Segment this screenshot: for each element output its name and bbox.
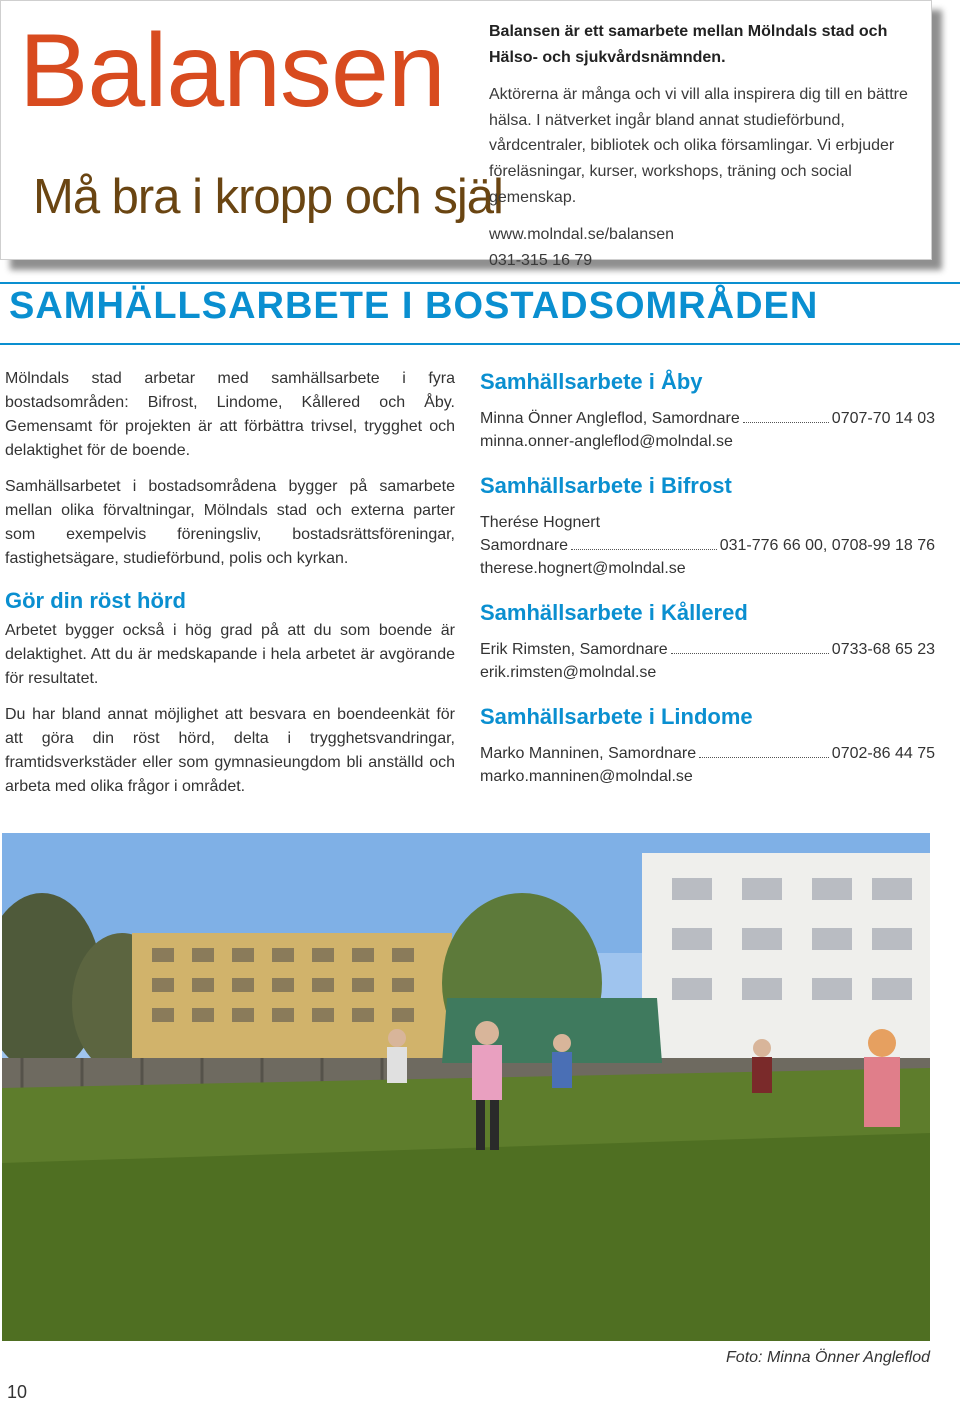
contact-email[interactable]: erik.rimsten@molndal.se: [480, 664, 657, 681]
paragraph-cooperation: Samhällsarbetet i bostadsområdena bygger på samarbete mellan olika förvaltningar, Mölndals stad och externa parter som exempelvis föreningsliv, bostadsrättsföreningar, fastighetsägare, studieförbund, polis och kyrkan.: [5, 478, 455, 567]
contact-name: Marko Manninen, Samordnare: [480, 745, 697, 762]
page-number: 10: [7, 1382, 28, 1402]
contact-row: [480, 407, 935, 430]
leader-dots: [671, 653, 829, 654]
contact-block-kallered: [480, 598, 935, 684]
contact-phone: 0702-86 44 75: [831, 745, 935, 762]
contact-name: Erik Rimsten, Samordnare: [480, 641, 668, 658]
leader-dots: [743, 422, 829, 423]
heading-rule-top: [0, 282, 960, 284]
logo-sub-text: Må bra i kropp och själ: [33, 170, 503, 224]
balansen-body: Aktörerna är många och vi vill alla inspirera dig till en bättre hälsa. I nätverket ingår bland annat studieförbund, vårdcentraler, bibliotek och olika församlingar. Vi erbjuder föreläsningar, kurser, workshops, träning och social gemenskap.: [489, 86, 908, 206]
balansen-url[interactable]: www.molndal.se/balansen: [489, 226, 674, 244]
balansen-logo: [19, 13, 503, 244]
contact-name: Therése Hognert: [480, 514, 601, 531]
leader-dots: [571, 549, 717, 550]
contact-row: [480, 638, 935, 661]
section-title: SAMHÄLLSARBETE I BOSTADSOMRÅDEN: [9, 285, 819, 327]
football-pitch-photo: [2, 833, 930, 1341]
contact-email[interactable]: therese.hognert@molndal.se: [480, 560, 686, 577]
contact-email[interactable]: minna.onner-angleflod@molndal.se: [480, 433, 733, 450]
contact-row: [480, 742, 935, 765]
photo-caption: Foto: Minna Önner Angleflod: [726, 1349, 930, 1366]
contacts-column: [480, 367, 935, 806]
balansen-phone: 031-315 16 79: [489, 251, 593, 269]
contact-block-aby: [480, 367, 935, 453]
contact-email[interactable]: marko.manninen@molndal.se: [480, 768, 693, 785]
subheading-voice: Gör din röst hörd: [5, 588, 186, 613]
contact-heading: Samhällsarbete i Lindome: [480, 704, 753, 729]
paragraph-participation: Arbetet bygger också i hög grad på att du som boende är delaktighet. Att du är medskapande i hela arbetet är avgörande för resultatet.: [5, 622, 455, 687]
contact-block-bifrost: [480, 471, 935, 580]
contact-heading: Samhällsarbete i Åby: [480, 369, 703, 394]
contact-phone: 031-776 66 00, 0708-99 18 76: [719, 537, 935, 554]
logo-main-text: Balansen: [19, 13, 445, 129]
balansen-info: [489, 19, 921, 273]
contact-phone: 0707-70 14 03: [831, 410, 935, 427]
leader-dots: [699, 757, 829, 758]
photo-scene: [2, 833, 930, 1341]
paragraph-intro: Mölndals stad arbetar med samhällsarbete i fyra bostadsområden: Bifrost, Lindome, Kållered och Åby. Gemensamt för projekten är att förbättra trivsel, trygghet och delaktighet för de boende.: [5, 370, 455, 459]
contact-row: [480, 534, 935, 557]
contact-block-lindome: [480, 702, 935, 788]
balansen-intro: Balansen är ett samarbete mellan Mölndals stad och Hälso- och sjukvårdsnämnden.: [489, 23, 888, 66]
paragraph-survey: Du har bland annat möjlighet att besvara en boendeenkät för att göra din röst hörd, delta i trygghetsvandringar, framtidsverkstäder eller som gymnasieungdom bli anställd och arbeta med olika frågor i området.: [5, 706, 455, 795]
left-column: [5, 367, 455, 811]
balansen-box: [0, 0, 932, 269]
contact-heading: Samhällsarbete i Kållered: [480, 600, 748, 625]
heading-rule-bottom: [0, 343, 960, 345]
contact-heading: Samhällsarbete i Bifrost: [480, 473, 732, 498]
contact-phone: 0733-68 65 23: [831, 641, 935, 658]
contact-role: Samordnare: [480, 537, 569, 554]
contact-name: Minna Önner Angleflod, Samordnare: [480, 410, 740, 427]
